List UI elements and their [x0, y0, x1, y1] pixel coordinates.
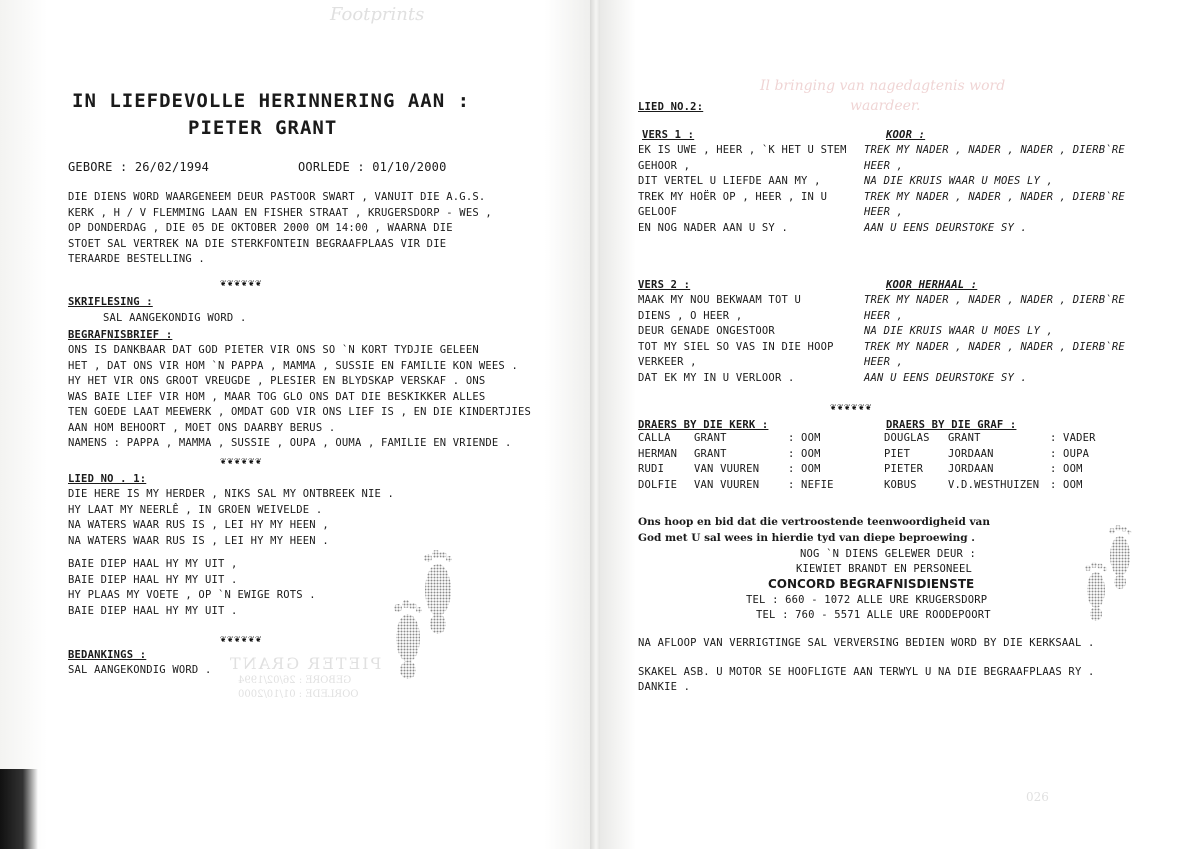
bearer-last: JORDAAN [948, 463, 994, 475]
service-line: DIE DIENS WORD WAARGENEEM DEUR PASTOOR SWART , VANUIT DIE A.G.S. [68, 191, 486, 203]
bearer-row [884, 447, 1114, 463]
refreshments-notice: NA AFLOOP VAN VERRIGTINGE SAL VERVERSING BEDIEN WORD BY DIE KERKSAAL . [638, 637, 1095, 649]
service-line: TERAARDE BESTELLING . [68, 253, 205, 265]
chorus-heading: KOOR : [886, 129, 926, 141]
verse1-line: TREK MY HOËR OP , HEER , IN U [638, 190, 828, 203]
church-bearers-heading: DRAERS BY DIE KERK : [638, 419, 769, 431]
died-date: OORLEDE : 01/10/2000 [298, 160, 447, 174]
song1-refrain-line: HY PLAAS MY VOETE , OP `N EWIGE ROTS . [68, 589, 316, 601]
song1-line: NA WATERS WAAR RUS IS , LEI HY MY HEEN . [68, 534, 329, 547]
thanks-notice: DANKIE . [638, 681, 691, 693]
bearer-last: GRANT [694, 432, 727, 444]
ghost-footprints-title: Footprints [330, 4, 425, 25]
chorus2-heading: KOOR HERHAAL : [886, 279, 978, 291]
verse2-line: VERKEER , [638, 356, 697, 368]
chorus-body [864, 143, 1125, 236]
right-page [600, 0, 1200, 849]
verse1-line: DIT VERTEL U LIEFDE AAN MY , [638, 175, 821, 187]
chorus-line: TREK MY NADER , NADER , NADER , DIERB`RE [864, 144, 1125, 156]
chorus2-line: NA DIE KRUIS WAAR U MOES LY , [864, 325, 1054, 337]
telephone-krugersdorp: TEL : 660 - 1072 ALLE URE KRUGERSDORP [746, 594, 988, 606]
letter-line: ONS IS DANKBAAR DAT GOD PIETER VIR ONS SO `N KORT TYDJIE GELEEN [68, 344, 479, 356]
bearer-relation: : OOM [1050, 478, 1083, 491]
chorus2-line: TREK MY NADER , NADER , NADER , DIERB`RE [864, 340, 1125, 353]
service-line: KERK , H / V FLEMMING LAAN EN FISHER STRAAT , KRUGERSDORP - WES , [68, 206, 492, 219]
ghost-born: GEBORE : 26/02/1994 [238, 675, 352, 686]
bearer-first: HERMAN [638, 447, 678, 460]
page-title-line1: IN LIEFDEVOLLE HERINNERING AAN : [72, 90, 471, 112]
verse1-line: GELOOF [638, 206, 678, 218]
chorus2-body [864, 293, 1125, 386]
bearer-last: VAN VUUREN [694, 478, 760, 491]
bearer-last: GRANT [694, 447, 727, 460]
telephone-roodepoort: TEL : 760 - 5571 ALLE URE ROODEPOORT [756, 609, 991, 621]
condolence-line-2: God met U sal wees in hierdie tyd van diepe beproewing . [638, 532, 975, 544]
verse1-line: EK IS UWE , HEER , `K HET U STEM [638, 144, 847, 156]
footprints-icon [1076, 518, 1140, 634]
chorus2-line: TREK MY NADER , NADER , NADER , DIERB`RE [864, 294, 1125, 306]
letter-line: NAMENS : PAPPA , MAMMA , SUSSIE , OUPA , OUMA , FAMILIE EN VRIENDE . [68, 437, 512, 449]
page-title-line2: PIETER GRANT [188, 117, 338, 139]
bearer-row [884, 478, 1114, 494]
staff-names: KIEWIET BRANDT EN PERSONEEL [796, 563, 973, 575]
grave-bearers-table [884, 431, 1114, 493]
bearer-first: PIETER [884, 463, 924, 475]
letter-line: HET , DAT ONS VIR HOM `N PAPPA , MAMMA , SUSSIE EN FAMILIE KON WEES . [68, 359, 518, 372]
bearer-first: RUDI [638, 463, 665, 475]
bearer-row [884, 431, 1114, 447]
verse2-line: DIENS , O HEER , [638, 309, 743, 322]
bearer-first: CALLA [638, 432, 671, 444]
grave-bearers-heading: DRAERS BY DIE GRAF : [886, 419, 1017, 431]
bearer-relation: : OUPA [1050, 447, 1090, 460]
service-line: STOET SAL VERTREK NA DIE STERKFONTEIN BEGRAAFPLAAS VIR DIE [68, 237, 447, 250]
bearer-relation: : VADER [1050, 432, 1096, 444]
letter-body [68, 343, 531, 452]
chorus2-line: HEER , [864, 356, 904, 368]
song2-heading: LIED NO.2: [638, 101, 704, 113]
bearer-last: JORDAAN [948, 447, 994, 460]
verse2-line: TOT MY SIEL SO VAS IN DIE HOOP [638, 340, 834, 353]
song1-refrain-line: BAIE DIEP HAAL HY MY UIT . [68, 573, 238, 586]
flower-divider: ❦❦❦❦❦❦ [220, 278, 263, 289]
footprints-icon [376, 540, 466, 694]
song1-verse [68, 487, 394, 549]
flower-divider: ❦❦❦❦❦❦ [220, 456, 263, 467]
letter-line: WAS BAIE LIEF VIR HOM , MAAR TOG GLO ONS DAT DIE BESKIKKER ALLES [68, 390, 486, 403]
verse1-line: EN NOG NADER AAN U SY . [638, 221, 788, 234]
scripture-text: SAL AANGEKONDIG WORD . [103, 312, 247, 324]
bearer-row [884, 462, 1114, 478]
letter-line: HY HET VIR ONS GROOT VREUGDE , PLESIER EN BLYDSKAP VERSKAF . ONS [68, 375, 486, 387]
service-details [68, 190, 492, 268]
bearer-first: KOBUS [884, 478, 917, 491]
bearer-relation: : OOM [1050, 463, 1083, 475]
chorus2-line: AAN U EENS DEURSTOKE SY . [864, 371, 1028, 384]
scripture-heading: SKRIFLESING : [68, 296, 153, 308]
thanks-heading: BEDANKINGS : [68, 649, 147, 661]
chorus-line: NA DIE KRUIS WAAR U MOES LY , [864, 175, 1054, 187]
service-line: OP DONDERDAG , DIE 05 DE OKTOBER 2000 OM 14:00 , WAARNA DIE [68, 222, 453, 234]
thanks-text: SAL AANGEKONDIG WORD . [68, 664, 212, 676]
left-page [0, 0, 592, 849]
song1-line: NA WATERS WAAR RUS IS , LEI HY MY HEEN , [68, 519, 329, 531]
song1-line: HY LAAT MY NEERLÊ , IN GROEN WEIVELDE . [68, 503, 323, 516]
bearer-last: GRANT [948, 432, 981, 444]
verse2-heading: VERS 2 : [638, 279, 691, 291]
song1-refrain [68, 557, 316, 619]
bearer-first: PIET [884, 447, 911, 460]
chorus-line: TREK MY NADER , NADER , NADER , DIERB`RE [864, 190, 1125, 203]
bearer-last: V.D.WESTHUIZEN [948, 478, 1040, 491]
funeral-company: CONCORD BEGRAFNISDIENSTE [768, 577, 975, 591]
condolence-line-1: Ons hoop en bid dat die vertroostende teenwoordigheid van [638, 516, 990, 528]
letter-heading: BEGRAFNISBRIEF : [68, 329, 173, 341]
bearer-relation: : NEFIE [788, 478, 834, 491]
flower-divider: ❦❦❦❦❦❦ [830, 402, 873, 413]
song1-line: DIE HERE IS MY HERDER , NIKS SAL MY ONTBREEK NIE . [68, 488, 395, 500]
bearer-relation: : OOM [788, 463, 821, 475]
chorus2-line: HEER , [864, 309, 904, 322]
verse2-line: DEUR GENADE ONGESTOOR [638, 325, 775, 337]
chorus-line: AAN U EENS DEURSTOKE SY . [864, 221, 1028, 234]
verse1-body [638, 143, 847, 236]
bearer-first: DOLFIE [638, 478, 678, 491]
scan-shadow [0, 769, 38, 849]
bearer-first: DOUGLAS [884, 432, 930, 444]
headlights-notice: SKAKEL ASB. U MOTOR SE HOOFLIGTE AAN TERWYL U NA DIE BEGRAAFPLAAS RY . [638, 666, 1095, 678]
ghost-died: OORLEDE : 01/10/2000 [238, 689, 359, 700]
bearer-relation: : OOM [788, 447, 821, 460]
ghost-red-line1: Il bringing van nagedagtenis word [760, 78, 1006, 94]
verse2-line: MAAK MY NOU BEKWAAM TOT U [638, 294, 802, 306]
verse1-line: GEHOOR , [638, 159, 691, 172]
verse1-heading: VERS 1 : [642, 129, 695, 141]
born-date: GEBORE : 26/02/1994 [68, 160, 210, 174]
ghost-name: PIETER GRANT [228, 654, 382, 673]
song1-refrain-line: BAIE DIEP HAAL HY MY UIT , [68, 558, 238, 570]
ghost-page-number: 026 [1026, 790, 1049, 804]
verse2-line: DAT EK MY IN U VERLOOR . [638, 371, 795, 384]
bearer-relation: : OOM [788, 432, 821, 444]
ghost-red-line2: waardeer. [850, 98, 921, 114]
letter-line: TEN GOEDE LAAT MEEWERK , OMDAT GOD VIR ONS LIEF IS , EN DIE KINDERTJIES [68, 406, 532, 418]
letter-line: AAN HOM BEHOORT , MOET ONS DAARBY BERUS . [68, 421, 336, 434]
bearer-last: VAN VUUREN [694, 463, 760, 475]
song1-refrain-line: BAIE DIEP HAAL HY MY UIT . [68, 604, 238, 617]
another-service: NOG `N DIENS GELEWER DEUR : [800, 548, 977, 560]
chorus-line: HEER , [864, 206, 904, 218]
song1-heading: LIED NO . 1: [68, 473, 147, 485]
chorus-line: HEER , [864, 159, 904, 172]
verse2-body [638, 293, 834, 386]
flower-divider: ❦❦❦❦❦❦ [220, 634, 263, 645]
